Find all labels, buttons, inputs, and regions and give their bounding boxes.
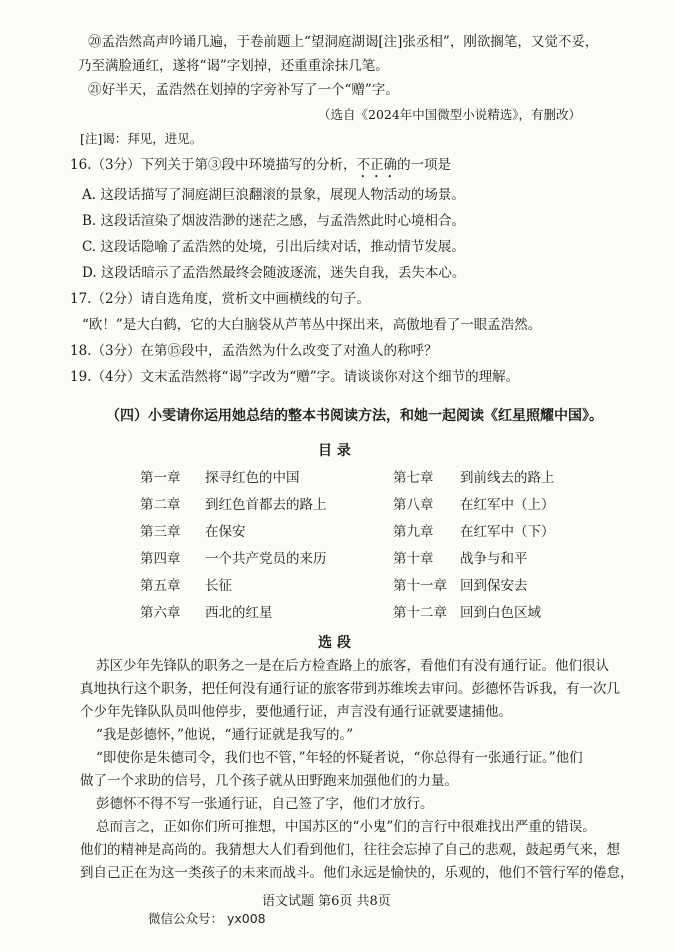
toc-title: 目 录 <box>318 443 351 459</box>
toc-chapter-8-title: 在红军中（上） <box>460 497 555 513</box>
toc-chapter-12-num: 第十二章 <box>393 605 447 621</box>
toc-chapter-6-title: 西北的红星 <box>205 605 273 621</box>
toc-chapter-5-num: 第五章 <box>140 578 181 594</box>
toc-chapter-1-title: 探寻红色的中国 <box>205 470 300 486</box>
toc-chapter-3-title: 在保安 <box>205 524 246 540</box>
toc-chapter-2-title: 到红色首都去的路上 <box>205 497 327 513</box>
excerpt-line: 总而言之，正如你们所可推想，中国苏区的“小鬼”们的言行中很难找出严重的错误。 <box>96 819 596 835</box>
toc-chapter-11-num: 第十一章 <box>393 578 447 594</box>
excerpt-line: 苏区少年先锋队的职务之一是在后方检查路上的旅客，看他们有没有通行证。他们很认 <box>96 658 609 674</box>
toc-chapter-12-title: 回到白色区域 <box>460 605 541 621</box>
question-17-stem: 17.（2分）请自选角度，赏析文中画横线的句子。 <box>70 291 371 307</box>
question-16-option-d: D. 这段话暗示了孟浩然最终会随波逐流，迷失自我，丢失本心。 <box>82 265 466 281</box>
toc-chapter-9-num: 第九章 <box>393 524 434 540</box>
section-4-heading: （四）小雯请你运用她总结的整本书阅读方法，和她一起阅读《红星照耀中国》。 <box>106 408 603 424</box>
toc-chapter-6-num: 第六章 <box>140 605 181 621</box>
excerpt-line: 到自己正在为这一类孩子的未来而战斗。他们永远是愉快的，乐观的，他们不管行军的倦怠， <box>80 865 634 881</box>
question-19: 19.（4分）文末孟浩然将“谒”字改为“赠”字。请谈谈你对这个细节的理解。 <box>70 369 520 385</box>
toc-chapter-8-num: 第八章 <box>393 497 434 513</box>
excerpt-line: 个少年先锋队队员叫他停步，要他通行证，声言没有通行证就要逮捕他。 <box>80 704 512 720</box>
footnote: [注]谒：拜见，进见。 <box>80 131 203 146</box>
question-16-emphasis: 不正确 <box>356 157 398 173</box>
question-16-stem <box>70 156 451 181</box>
question-18: 18.（3分）在第⑮段中，孟浩然为什么改变了对渔人的称呼？ <box>70 343 438 359</box>
question-16-option-c: C. 这段话隐喻了孟浩然的处境，引出后续对话，推动情节发展。 <box>82 239 465 255</box>
excerpt-line: “即使你是朱德司令，我们也不管，”年轻的怀疑者说，“你总得有一张通行证。”他们 <box>96 750 583 766</box>
excerpt-title: 选 段 <box>318 635 351 651</box>
para21: ㉑好半天，孟浩然在划掉的字旁补写了一个“赠”字。 <box>88 82 399 98</box>
question-16-stem-suffix: 的一项是 <box>397 157 452 173</box>
toc-chapter-5-title: 长征 <box>205 578 232 594</box>
question-16-option-b: B. 这段话渲染了烟波浩渺的迷茫之感，与孟浩然此时心境相合。 <box>82 213 466 229</box>
excerpt-line: 真地执行这个职务，把任何没有通行证的旅客带到苏维埃去审问。彭德怀告诉我，有一次几 <box>80 681 620 697</box>
question-16-stem-prefix: 16.（3分）下列关于第③段中环境描写的分析， <box>70 157 357 173</box>
toc-chapter-10-num: 第十章 <box>393 551 434 567</box>
toc-chapter-4-title: 一个共产党员的来历 <box>205 551 327 567</box>
toc-chapter-4-num: 第四章 <box>140 551 181 567</box>
toc-chapter-1-num: 第一章 <box>140 470 181 486</box>
toc-chapter-10-title: 战争与和平 <box>460 551 528 567</box>
excerpt-line: 他们的精神是高尚的。我猜想大人们看到他们，往往会忘掉了自己的悲观，鼓起勇气来，想 <box>80 842 620 858</box>
toc-chapter-7-num: 第七章 <box>393 470 434 486</box>
excerpt-line: “我是彭德怀，”他说，“通行证就是我写的。” <box>96 727 354 743</box>
source-citation: （选自《2024年中国微型小说精选》，有删改） <box>318 107 582 122</box>
para20-line1: ⑳孟浩然高声吟诵几遍，于卷前题上“望洞庭湖谒[注]张丞相”，刚欲搁笔，又觉不妥， <box>88 34 599 50</box>
toc-chapter-9-title: 在红军中（下） <box>460 524 555 540</box>
toc-chapter-7-title: 到前线去的路上 <box>460 470 555 486</box>
excerpt-line: 彭德怀不得不写一张通行证，自己签了字，他们才放行。 <box>96 796 434 812</box>
para20-line2: 乃至满脸通红，遂将“谒”字划掉，还重重涂抹几笔。 <box>78 58 389 74</box>
page-footer: 语文试题 第6页 共8页 <box>262 894 391 909</box>
question-16-option-a: A. 这段话描写了洞庭湖巨浪翻滚的景象，展现人物活动的场景。 <box>82 187 465 203</box>
toc-chapter-11-title: 回到保安去 <box>460 578 528 594</box>
wechat-watermark: 微信公众号： yx008 <box>148 911 266 926</box>
toc-chapter-2-num: 第二章 <box>140 497 181 513</box>
question-17-quote: “欧！”是大白鹤，它的大白脑袋从芦苇丛中探出来，高傲地看了一眼孟浩然。 <box>82 317 542 333</box>
toc-chapter-3-num: 第三章 <box>140 524 181 540</box>
excerpt-line: 做了一个求助的信号，几个孩子就从田野跑来加强他们的力量。 <box>80 773 458 789</box>
